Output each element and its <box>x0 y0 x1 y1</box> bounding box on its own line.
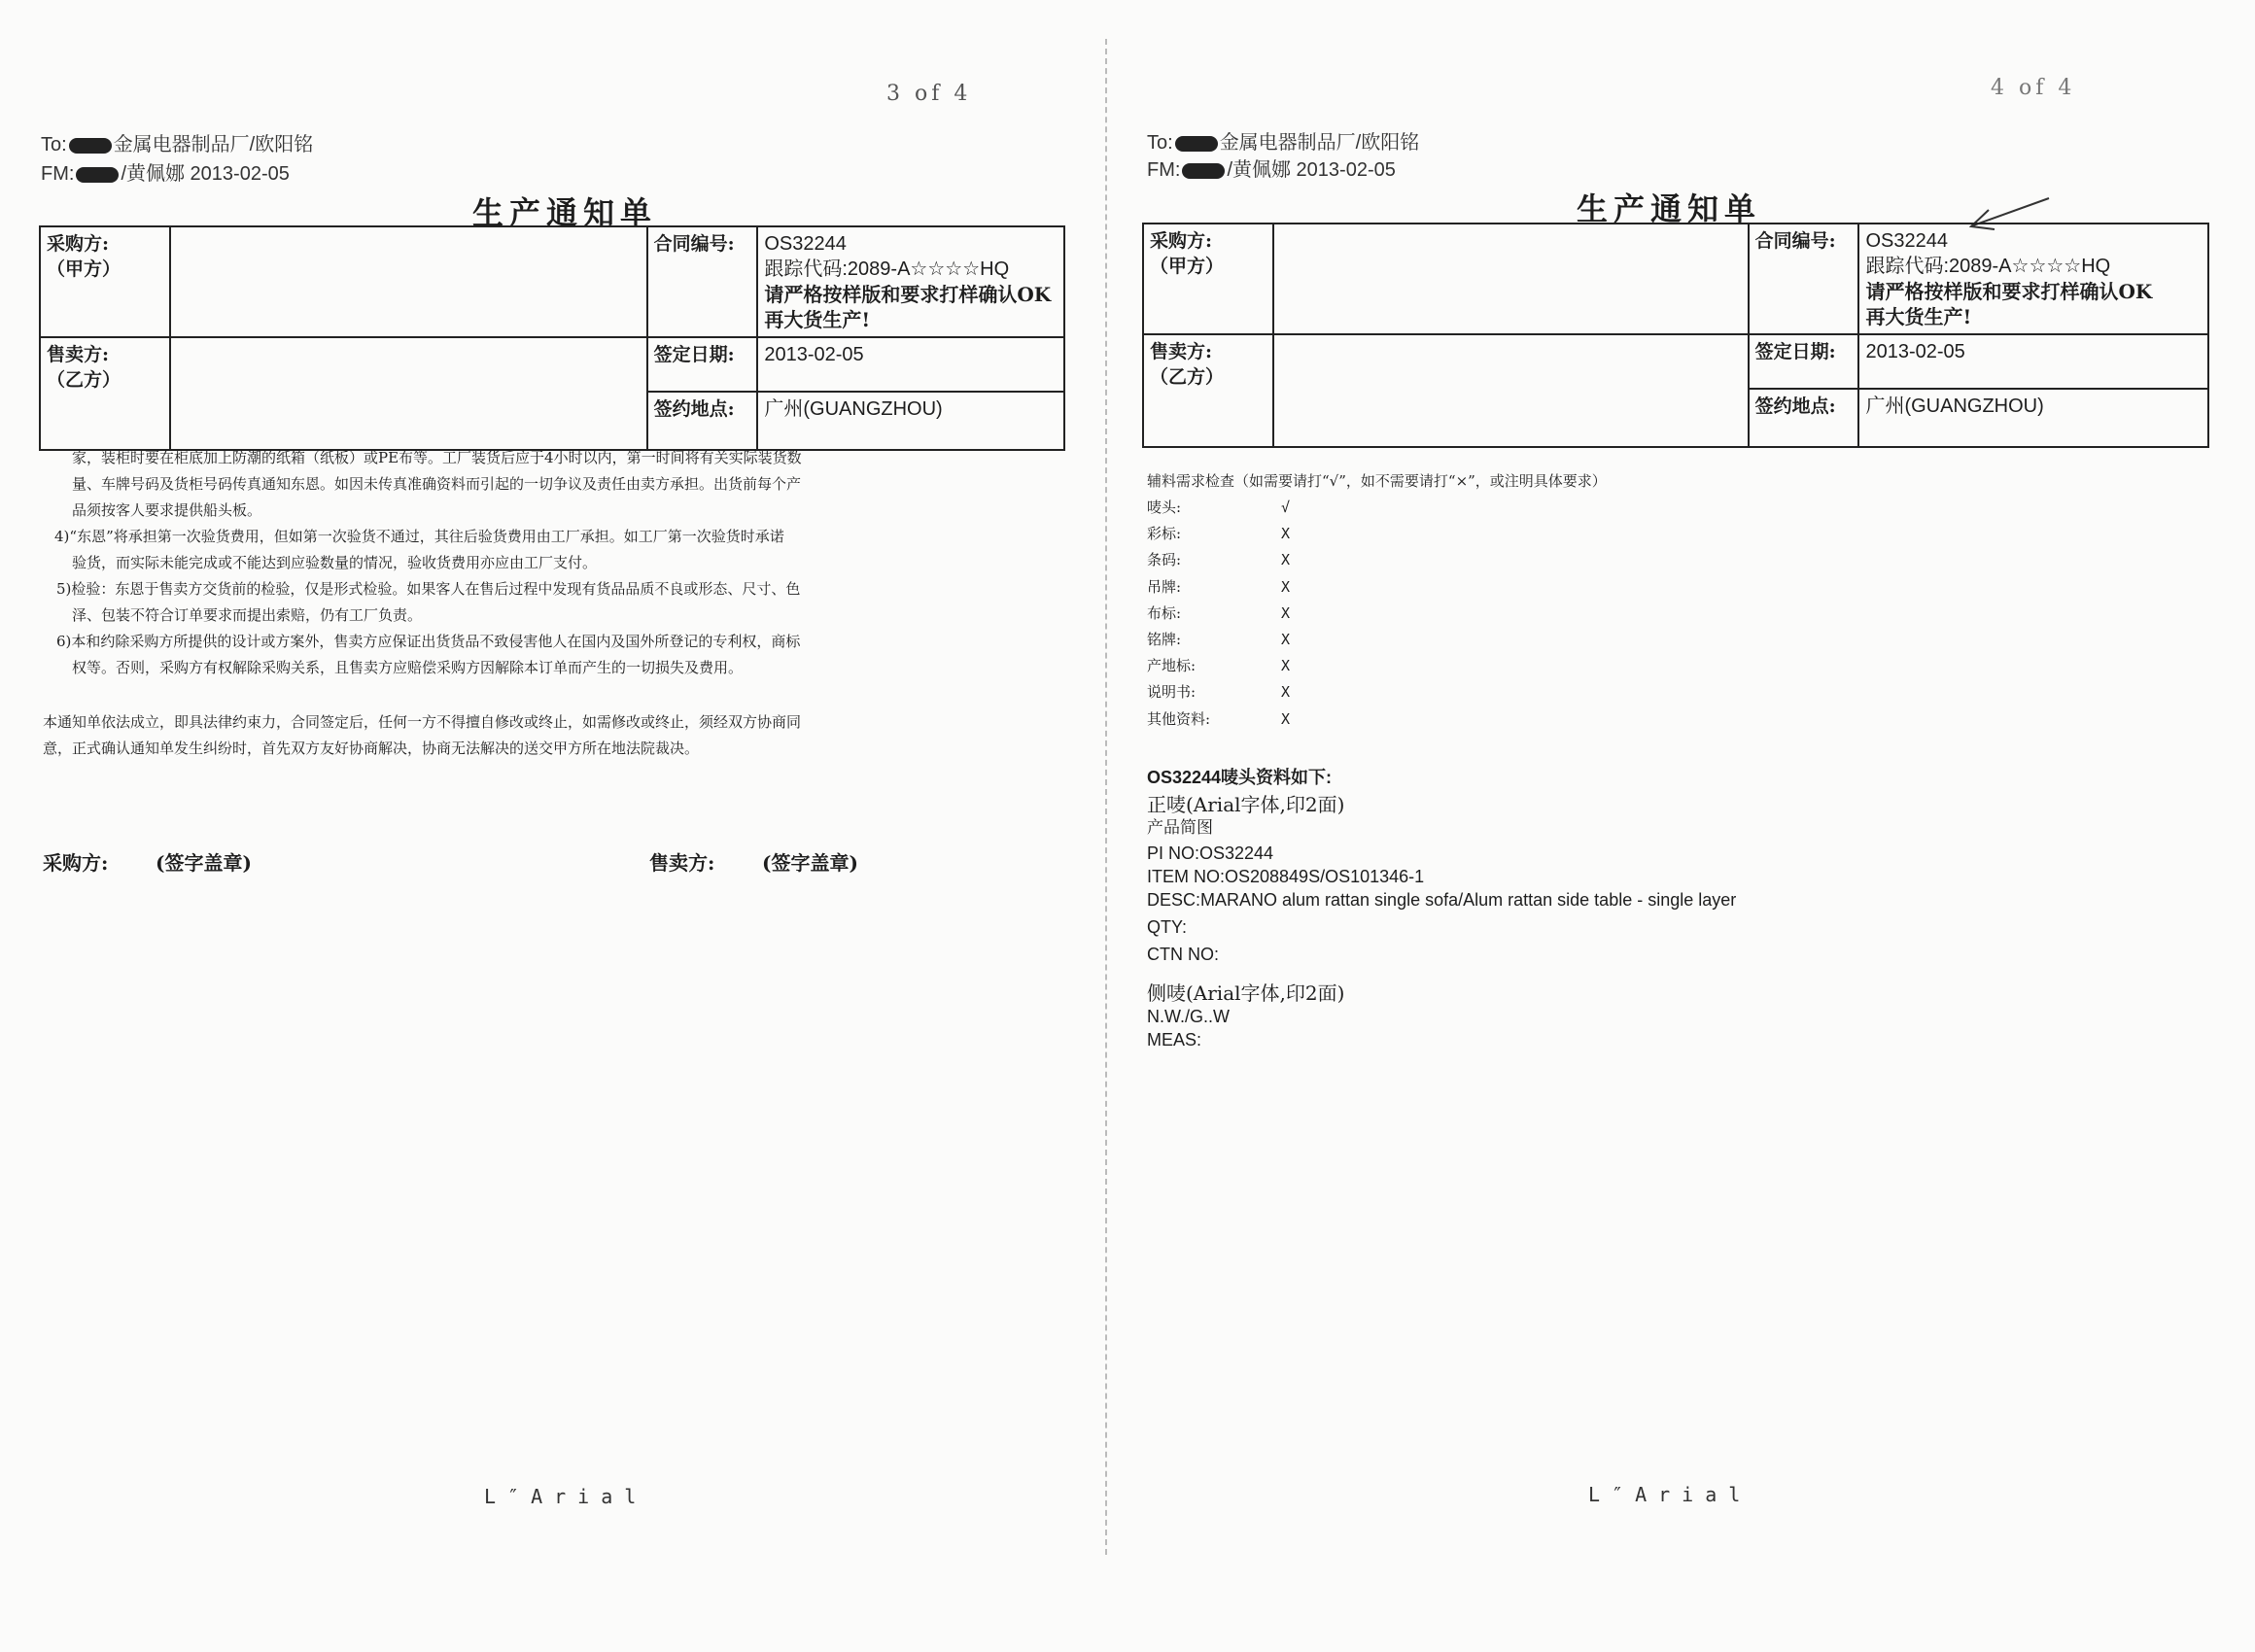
sign-place-label-cell: 签约地点: <box>647 392 758 450</box>
contract-no-cell <box>1858 224 2208 334</box>
clause-line: 6)本和约除采购方所提供的设计或方案外，售卖方应保证出货货品不致侵害他人在国内及国外所登记的专利权，商标 <box>56 633 801 650</box>
check-mark: X <box>1281 657 1291 675</box>
contract-no-label-cell: 合同编号: <box>1749 224 1859 334</box>
clause-line: 5)检验：东恩于售卖方交货前的检验，仅是形式检验。如果客人在售后过程中发现有货品品质不良或形态、尺寸、色 <box>56 580 801 598</box>
check-mark: X <box>1281 551 1291 569</box>
contract-no-label-cell: 合同编号: <box>647 226 758 337</box>
buyer-label-cell: 采购方: （甲方） <box>40 226 170 337</box>
page-footer: L″Arial <box>1588 1483 1752 1506</box>
check-mark: X <box>1281 709 1291 728</box>
seller-label-cell: 售卖方: （乙方） <box>40 337 170 450</box>
weight-label: N.W./G..W <box>1147 1007 1230 1026</box>
carton-number-label: CTN NO: <box>1147 945 1219 964</box>
sign-date-cell: 2013-02-05 <box>1858 334 2208 389</box>
sample-note: 请严格按样版和要求打样确认OK <box>764 283 1052 306</box>
contract-number: OS32244 <box>764 233 847 255</box>
paragraph-line: 本通知单依法成立，即具法律约束力，合同签定后，任何一方不得擅自修改或终止，如需修改或终止，须经双方协商同 <box>43 713 802 731</box>
from-line: FM: /黄佩娜 2013-02-05 <box>1147 159 1396 181</box>
product-sketch-label: 产品简图 <box>1147 818 1213 838</box>
tracking-code: 跟踪代码:2089-A☆☆☆☆HQ <box>1865 256 2111 277</box>
buyer-label-cell: 采购方: （甲方） <box>1143 224 1273 334</box>
validity-paragraph <box>43 709 801 762</box>
page-number: 3 of 4 <box>886 82 972 106</box>
contract-no-cell <box>757 226 1064 337</box>
page-number: 4 of 4 <box>1991 76 2076 100</box>
clause-line: 量、车牌号码及货柜号码传真通知东恩。如因未传真准确资料而引起的一切争议及责任由卖方承担。出货前每个产 <box>72 475 802 493</box>
to-line: To: 金属电器制品厂/欧阳铭 <box>1147 132 1420 154</box>
sign-date-label-cell: 签定日期: <box>647 337 758 392</box>
redacted-mark <box>69 138 112 154</box>
buyer-signature-label: 采购方: <box>43 851 109 875</box>
side-mark-heading: 侧唛(Arial字体,印2面) <box>1147 981 1345 1005</box>
accessory-checklist <box>1147 495 1291 733</box>
shipping-marks <box>1147 766 1736 1051</box>
document-page-4 <box>1106 0 2255 1652</box>
check-mark: X <box>1281 603 1291 622</box>
pi-number: PI NO:OS32244 <box>1147 843 1274 863</box>
redacted-mark <box>76 167 119 183</box>
document-page-3 <box>0 0 1106 1652</box>
contract-number: OS32244 <box>1865 230 1948 252</box>
sign-date-label-cell: 签定日期: <box>1749 334 1859 389</box>
document-title: 生产通知单 <box>472 194 658 231</box>
checklist-item: 产地标: X <box>1147 653 1210 679</box>
buyer-value-cell <box>1273 224 1749 334</box>
document-title: 生产通知单 <box>1577 190 1762 227</box>
checklist-item: 条码: X <box>1147 547 1210 573</box>
checklist-item: 说明书: X <box>1147 679 1210 706</box>
check-mark: √ <box>1281 499 1291 516</box>
check-mark: X <box>1281 577 1291 596</box>
seller-label-cell: 售卖方: （乙方） <box>1143 334 1273 447</box>
seller-value-cell <box>170 337 647 450</box>
seller-signature-label: 售卖方: <box>649 851 715 875</box>
checklist-item: 其他资料: X <box>1147 706 1210 733</box>
contract-clauses <box>47 445 802 681</box>
clause-line: 4)“东恩”将承担第一次验货费用，但如第一次验货不通过，其往后验货费用由工厂承担。如工厂第一次验货时承诺 <box>54 528 784 545</box>
check-mark: X <box>1281 630 1291 648</box>
contract-info-table <box>39 225 1065 451</box>
sign-place-cell: 广州(GUANGZHOU) <box>1858 389 2208 447</box>
clause-line: 泽、包装不符合订单要求而提出索赔，仍有工厂负责。 <box>72 606 423 624</box>
measurement-label: MEAS: <box>1147 1030 1202 1050</box>
sign-date-cell: 2013-02-05 <box>757 337 1064 392</box>
sample-note: 请严格按样版和要求打样确认OK <box>1865 280 2153 303</box>
checklist-item: 布标: X <box>1147 601 1210 627</box>
seller-signature-stamp: (签字盖章) <box>762 851 858 875</box>
redacted-mark <box>1175 136 1218 152</box>
checklist-item: 彩标: X <box>1147 521 1210 547</box>
page-footer: L″Arial <box>484 1485 648 1508</box>
item-number: ITEM NO:OS208849S/OS101346-1 <box>1147 867 1425 886</box>
buyer-value-cell <box>170 226 647 337</box>
tracking-code: 跟踪代码:2089-A☆☆☆☆HQ <box>764 258 1010 280</box>
buyer-signature-stamp: (签字盖章) <box>156 851 252 875</box>
clause-line: 家，装柜时要在柜底加上防潮的纸箱（纸板）或PE布等。工厂装货后应于4小时以内，第一时间将有关实际装货数 <box>72 449 802 466</box>
check-mark: X <box>1281 525 1291 543</box>
from-line: FM: /黄佩娜 2013-02-05 <box>41 163 290 185</box>
marks-title: OS32244唛头资料如下: <box>1147 768 1333 787</box>
checklist-item: 唛头: √ <box>1147 495 1210 521</box>
checklist-item: 吊牌: X <box>1147 574 1210 601</box>
checklist-item: 铭牌: X <box>1147 627 1210 653</box>
sign-place-cell: 广州(GUANGZHOU) <box>757 392 1064 450</box>
redacted-mark <box>1182 163 1225 179</box>
clause-line: 品须按客人要求提供船头板。 <box>72 501 262 519</box>
clause-line: 验货，而实际未能完成或不能达到应验数量的情况，验收货费用亦应由工厂支付。 <box>72 554 598 571</box>
seller-value-cell <box>1273 334 1749 447</box>
production-note: 再大货生产! <box>764 308 871 331</box>
front-mark-heading: 正唛(Arial字体,印2面) <box>1147 793 1345 816</box>
sign-place-label-cell: 签约地点: <box>1749 389 1859 447</box>
clause-line: 权等。否则，采购方有权解除采购关系，且售卖方应赔偿采购方因解除本订单而产生的一切损失及费用。 <box>72 659 744 676</box>
contract-info-table <box>1142 223 2209 448</box>
description: DESC:MARANO alum rattan single sofa/Alum rattan side table - single layer <box>1147 890 1737 910</box>
quantity-label: QTY: <box>1147 917 1188 937</box>
paragraph-line: 意，正式确认通知单发生纠纷时，首先双方友好协商解决，协商无法解决的送交甲方所在地法院裁决。 <box>43 740 700 757</box>
check-mark: X <box>1281 683 1291 702</box>
accessory-header: 辅料需求检查（如需要请打“√”，如不需要请打“×”，或注明具体要求） <box>1147 472 1607 490</box>
to-line: To: 金属电器制品厂/欧阳铭 <box>41 134 314 155</box>
production-note: 再大货生产! <box>1865 305 1972 328</box>
